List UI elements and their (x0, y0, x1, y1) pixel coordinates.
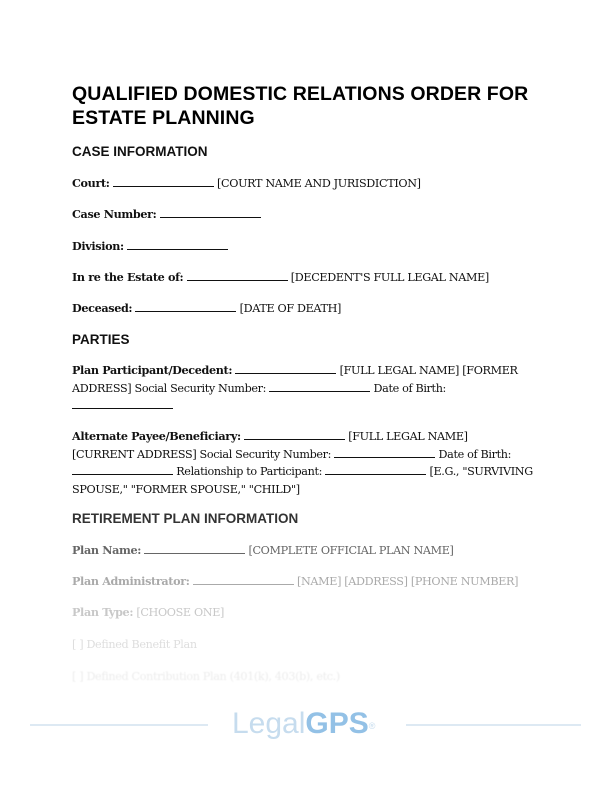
blank-line[interactable] (160, 206, 261, 218)
logo-text-bold: GPS (305, 707, 369, 740)
footer-rule-right (406, 724, 581, 726)
blank-line[interactable] (113, 175, 214, 187)
option-defined-benefit[interactable]: [ ] Defined Benefit Plan (72, 638, 197, 651)
blank-line[interactable] (135, 300, 236, 312)
field-label: Division: (72, 239, 124, 253)
dob-label: Date of Birth: (373, 381, 446, 395)
document-title: QUALIFIED DOMESTIC RELATIONS ORDER FOR ESTATE PLANNING (72, 83, 529, 129)
field-hint: [CHOOSE ONE] (136, 606, 225, 619)
field-hint: [FULL LEGAL NAME] [FORMER (339, 364, 518, 377)
field-plan-participant (72, 362, 547, 415)
field-label: Plan Type: (72, 605, 134, 619)
section-heading-parties: PARTIES (72, 332, 130, 347)
option-defined-contribution[interactable]: [ ] Defined Contribution Plan (401(k), 403(b), etc.) (72, 670, 340, 683)
field-label: Plan Participant/Decedent: (72, 363, 233, 377)
relationship-blank-line[interactable] (325, 463, 426, 475)
field-label: Court: (72, 176, 110, 190)
field-hint: [COMPLETE OFFICIAL PLAN NAME] (248, 544, 454, 557)
field-label: Case Number: (72, 207, 157, 221)
field-court (72, 175, 547, 193)
field-label: Alternate Payee/Beneficiary: (72, 429, 241, 443)
relationship-hint: SPOUSE," "FORMER SPOUSE," "CHILD"] (72, 482, 300, 496)
field-label: Deceased: (72, 301, 133, 315)
field-hint: [NAME] [ADDRESS] [PHONE NUMBER] (296, 575, 519, 588)
field-alternate-payee (72, 428, 547, 498)
field-hint: ADDRESS] Social Security Number: (72, 381, 267, 395)
field-hint: [CURRENT ADDRESS] Social Security Number: (72, 447, 332, 461)
section-heading-case-information: CASE INFORMATION (72, 144, 208, 159)
registered-mark-icon: ® (368, 721, 376, 731)
field-plan-type (72, 604, 547, 622)
dob-blank-line[interactable] (72, 463, 173, 475)
field-estate-of (72, 269, 547, 287)
ssn-blank-line[interactable] (334, 446, 435, 458)
blank-line[interactable] (193, 573, 294, 585)
ssn-blank-line[interactable] (269, 380, 370, 392)
blank-line[interactable] (235, 362, 336, 374)
section-heading-retirement-plan: RETIREMENT PLAN INFORMATION (72, 511, 299, 526)
field-label: In re the Estate of: (72, 270, 184, 284)
legalgps-logo (232, 707, 375, 741)
field-label: Plan Name: (72, 543, 142, 557)
field-hint: [DATE OF DEATH] (239, 302, 342, 315)
dob-label: Date of Birth: (438, 447, 511, 461)
field-hint: [FULL LEGAL NAME] (348, 430, 468, 443)
field-case-number (72, 206, 547, 224)
field-plan-administrator (72, 573, 547, 591)
field-division (72, 238, 547, 256)
blank-line[interactable] (127, 238, 228, 250)
field-hint: [DECEDENT'S FULL LEGAL NAME] (290, 271, 489, 284)
relationship-label: Relationship to Participant: (176, 465, 323, 478)
dob-blank-line[interactable] (72, 397, 173, 409)
logo-text-light: Legal (232, 707, 306, 740)
field-label: Plan Administrator: (72, 574, 190, 588)
field-hint: [COURT NAME AND JURISDICTION] (217, 177, 421, 190)
blank-line[interactable] (187, 269, 288, 281)
blank-line[interactable] (244, 428, 345, 440)
field-deceased (72, 300, 547, 318)
footer-rule-left (30, 724, 208, 726)
field-plan-name (72, 542, 547, 560)
relationship-hint: [E.G., "SURVIVING (429, 465, 533, 478)
blank-line[interactable] (144, 542, 245, 554)
